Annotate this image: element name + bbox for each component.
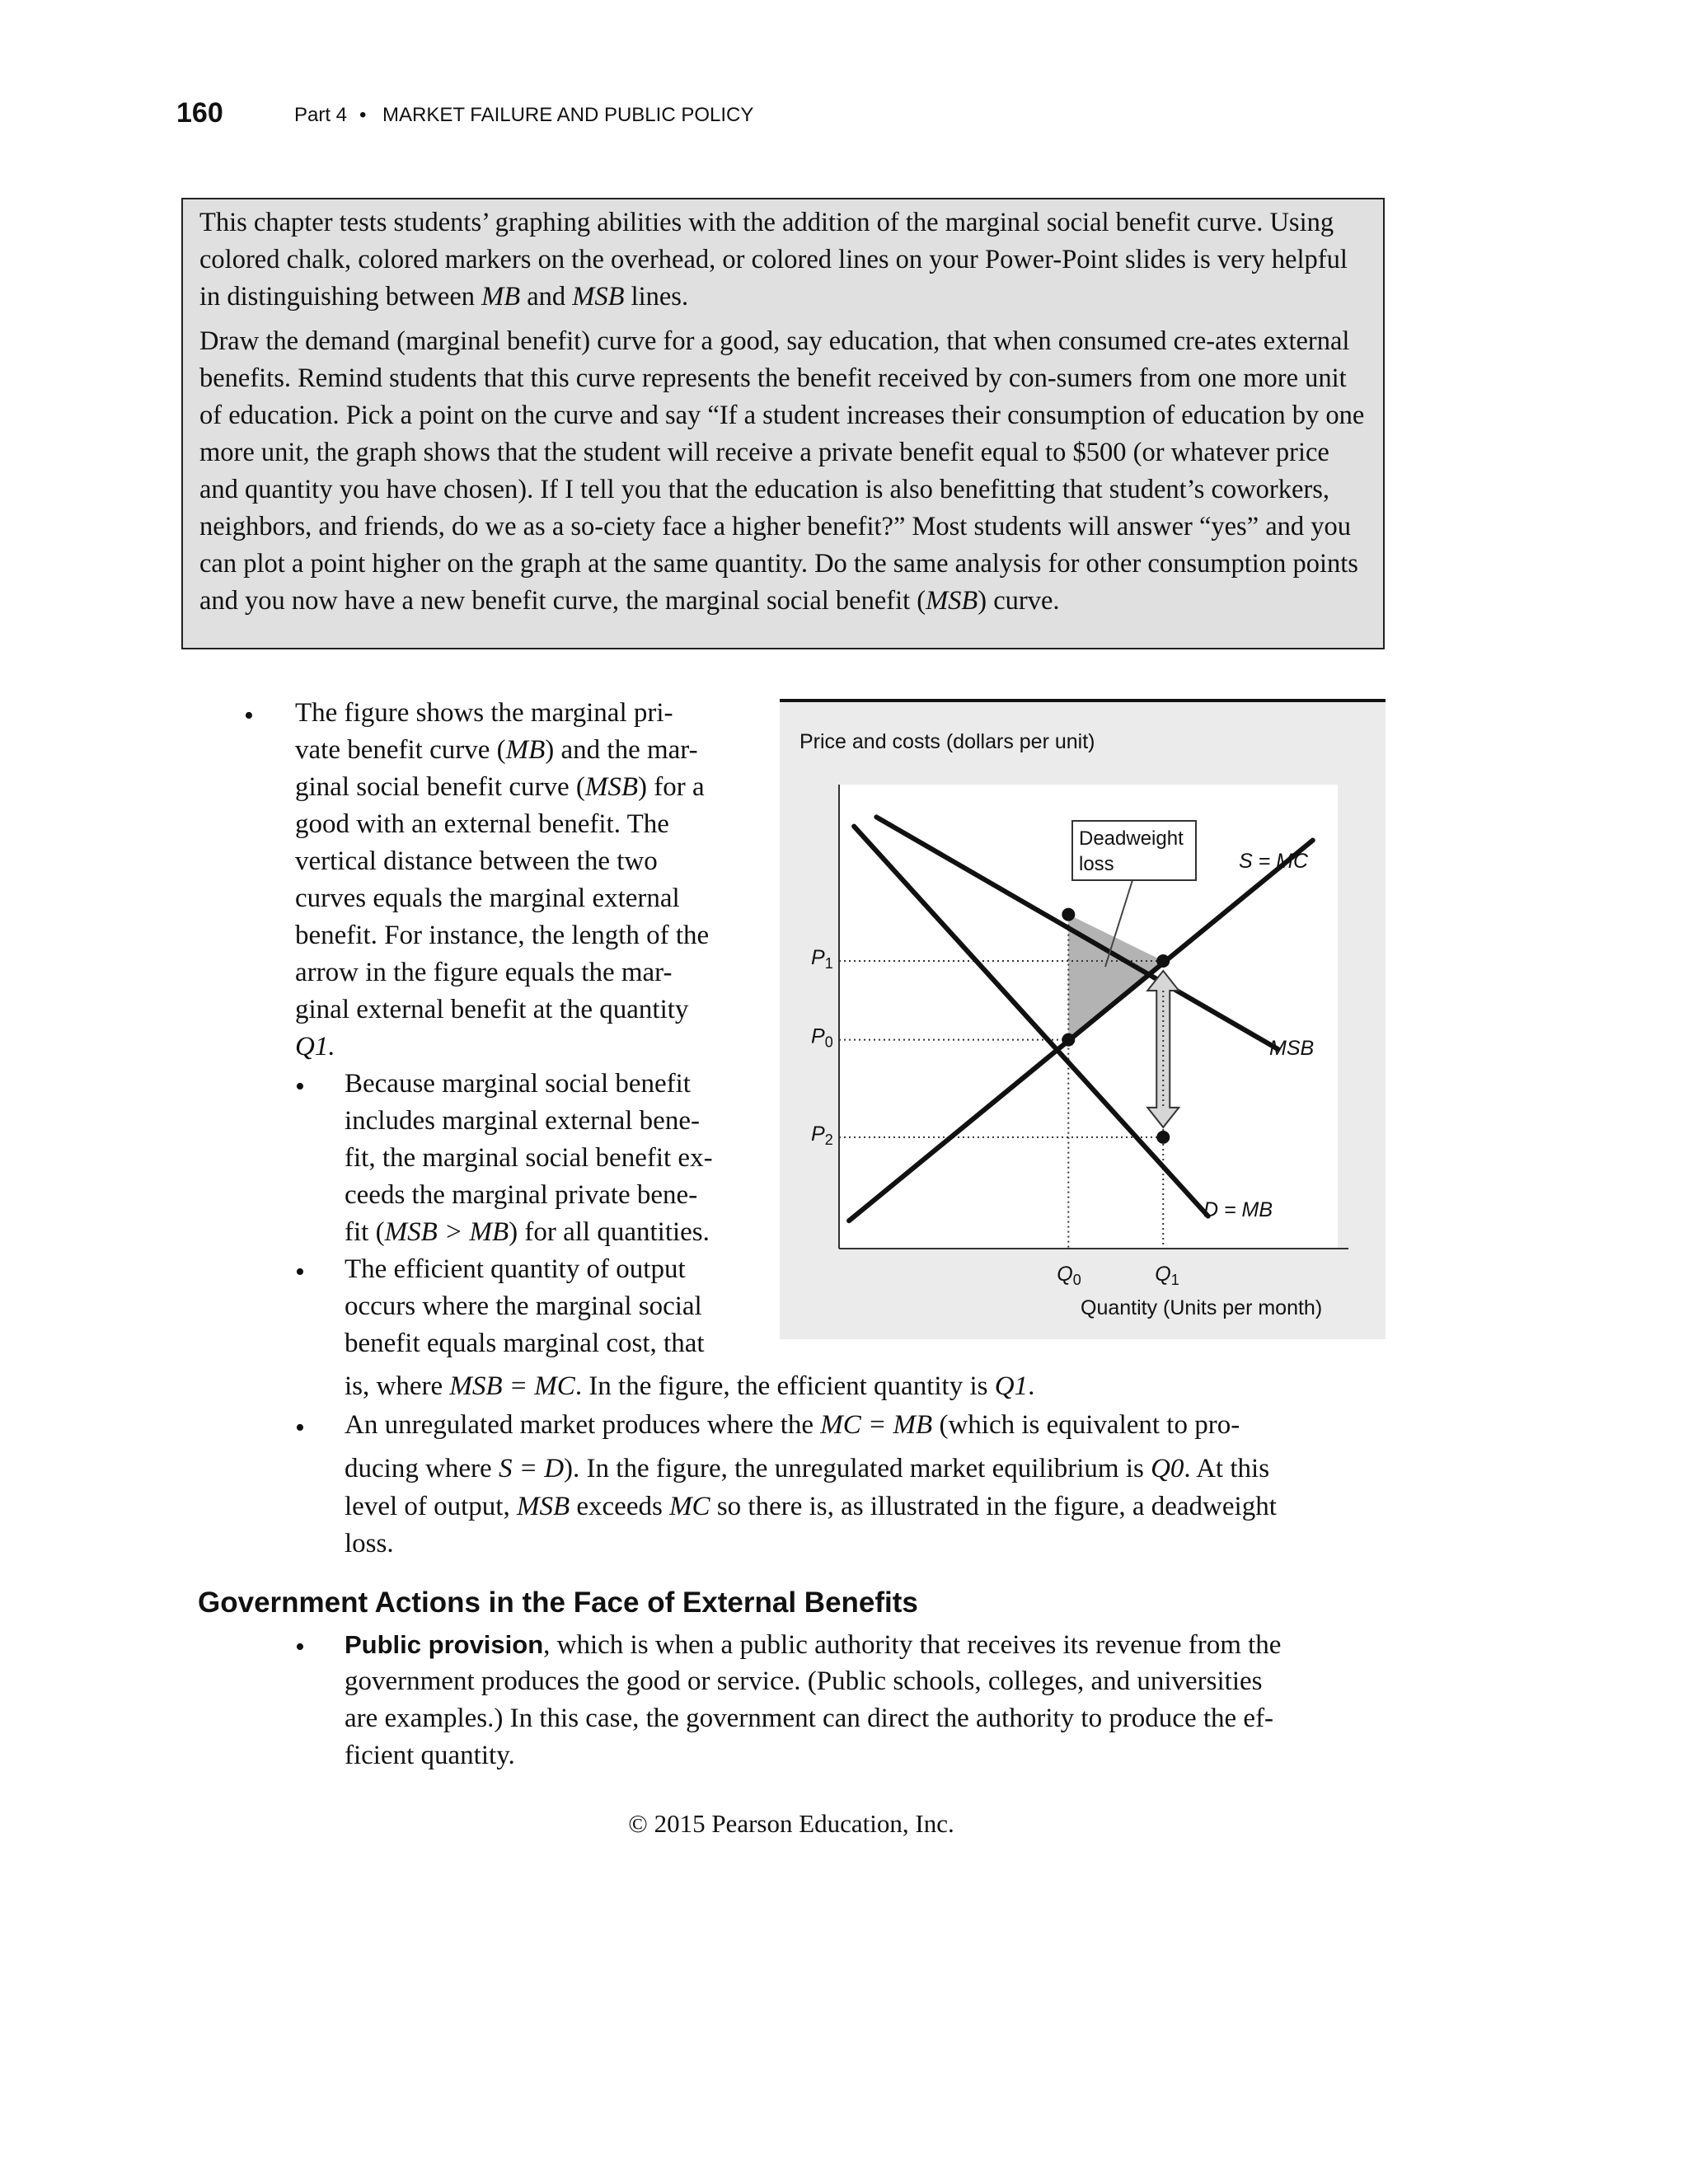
efficient-point <box>1156 954 1170 968</box>
external-benefit-chart <box>780 699 1386 1339</box>
header-part: Part 4 <box>294 104 348 126</box>
bullet-icon: • <box>295 1071 305 1102</box>
page-number: 160 <box>176 97 223 129</box>
bullet-icon: • <box>295 1632 305 1662</box>
x-tick-q1: $Q_1$ <box>1155 1263 1179 1288</box>
msb-at-q0-point <box>1062 908 1075 921</box>
teaching-tip-paragraph-2: Draw the demand (marginal benefit) curve for a good, say education, that when consumed cre-ates external benefits. Remind students that this curve represents the benefit received by con-sumers from one more unit of education. Pick a point on the curve and say “If a student increases their consumption of education by one more unit, the graph shows that the student will receive a private benefit equal to $500 (or whatever price and quantity you have chosen). If I tell you that the education is also benefitting that student’s coworkers, neighbors, and friends, do we as a so-ciety face a higher benefit?” Most students will answer “yes” and you can plot a point higher on the graph at the same quantity. Do the same analysis for other consumption points and you now have a new benefit curve, the marginal social benefit (MSB) curve. <box>199 326 1365 616</box>
section-heading: Government Actions in the Face of External Benefits <box>198 1586 918 1619</box>
y-tick-p2: $P_2$ <box>811 1122 833 1148</box>
y-axis-label: Price and costs (dollars per unit) <box>799 730 1095 753</box>
label-s-mc: S = MC <box>1239 850 1309 873</box>
bullet-icon: • <box>244 701 254 731</box>
teaching-tip-box <box>181 198 1385 649</box>
teaching-tip-paragraph-1: This chapter tests students’ graphing abilities with the addition of the marginal social benefit curve. Using colored chalk, colored markers on the overhead, or colored lines on your Power-Point slides is very helpful in distinguishing between MB and MSB lines. <box>199 208 1348 312</box>
deadweight-loss-label-line-1: Deadweight <box>1079 827 1184 850</box>
x-axis-label: Quantity (Units per month) <box>1081 1296 1323 1319</box>
bullet-icon: • <box>295 1257 305 1287</box>
deadweight-loss-label-line-2: loss <box>1079 853 1114 875</box>
header-title: MARKET FAILURE AND PUBLIC POLICY <box>382 104 754 126</box>
label-msb: MSB <box>1269 1037 1315 1060</box>
header-separator: • <box>359 104 367 126</box>
label-d-mb: D = MB <box>1203 1198 1273 1221</box>
footer-copyright: © 2015 Pearson Education, Inc. <box>628 1809 954 1838</box>
mb-at-q1-point <box>1156 1131 1170 1144</box>
y-tick-p0: $P_0$ <box>811 1024 833 1051</box>
bullet-icon: • <box>295 1413 305 1443</box>
equilibrium-point <box>1062 1033 1075 1047</box>
y-tick-p1: $P_1$ <box>811 945 833 972</box>
x-tick-q0: $Q_0$ <box>1057 1263 1081 1288</box>
